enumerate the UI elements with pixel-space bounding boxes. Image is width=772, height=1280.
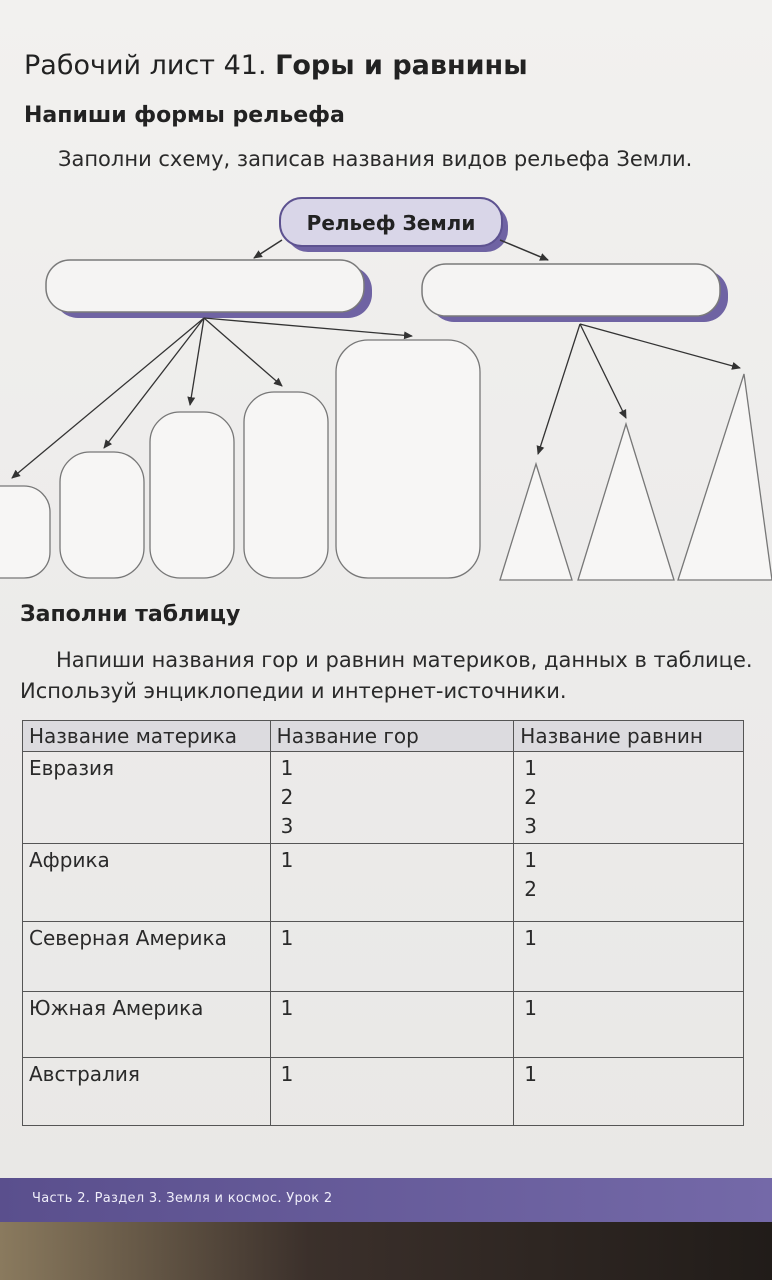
page-footer [0,1178,772,1222]
plain-slot: 2 [524,785,538,809]
section-heading-table: Заполни таблицу [20,602,241,627]
table-header-row [23,721,744,752]
title-prefix: Рабочий лист 41. [24,50,267,81]
background-surface [0,1222,772,1280]
header-plains: Название равнин [514,721,744,752]
mountain-shape-2 [578,424,674,580]
plains-cell [514,992,744,1058]
continents-table [22,720,744,1126]
footer-text: Часть 2. Раздел 3. Земля и космос. Урок 2 [32,1191,333,1206]
plain-slot: 2 [524,877,538,901]
continent-cell: Южная Америка [23,992,271,1058]
mountain-shape-3 [678,374,772,580]
answer-shape-1 [0,486,50,578]
title-main: Горы и равнины [275,50,528,81]
plain-slot: 1 [524,996,538,1020]
continent-cell: Австралия [23,1058,271,1126]
continent-cell: Евразия [23,752,271,844]
instruction-table: Напиши названия гор и равнин материков, данных в таблице. Используй энциклопедии и интернет-источники. [20,648,753,703]
mountains-cell [270,844,514,922]
table-row [23,844,744,922]
plains-cell [514,844,744,922]
mountain-slot: 1 [280,996,294,1020]
mountains-cell [270,1058,514,1126]
mountains-cell [270,922,514,992]
answer-shape-2 [60,452,144,578]
mountain-slot: 3 [280,814,294,838]
plains-cell [514,752,744,844]
mountain-slot: 1 [280,756,294,780]
table-row [23,1058,744,1126]
section-heading-relief: Напиши формы рельефа [24,103,345,128]
plains-cell [514,922,744,992]
plain-slot: 1 [524,926,538,950]
plain-slot: 1 [524,756,538,780]
plain-slot: 3 [524,814,538,838]
mountain-slot: 1 [280,848,294,872]
answer-shape-5 [336,340,480,578]
mountains-cell [270,752,514,844]
table-row [23,922,744,992]
header-mountains: Название гор [270,721,514,752]
page-title [24,50,528,81]
answer-shape-4 [244,392,328,578]
table-row [23,992,744,1058]
mountain-slot: 1 [280,1062,294,1086]
instruction-relief: Заполни схему, записав названия видов рельефа Земли. [58,147,693,171]
header-continent: Название материка [23,721,271,752]
plain-slot: 1 [524,848,538,872]
mountain-shape-1 [500,464,572,580]
continent-cell: Африка [23,844,271,922]
category-box-right [422,264,720,316]
mountain-slot: 1 [280,926,294,950]
continent-cell: Северная Америка [23,922,271,992]
table-row [23,752,744,844]
mountain-slot: 2 [280,785,294,809]
category-box-left [46,260,364,312]
plain-slot: 1 [524,1062,538,1086]
answer-shape-3 [150,412,234,578]
root-label: Рельеф Земли [306,211,476,235]
plains-cell [514,1058,744,1126]
relief-diagram [0,190,772,590]
mountains-cell [270,992,514,1058]
